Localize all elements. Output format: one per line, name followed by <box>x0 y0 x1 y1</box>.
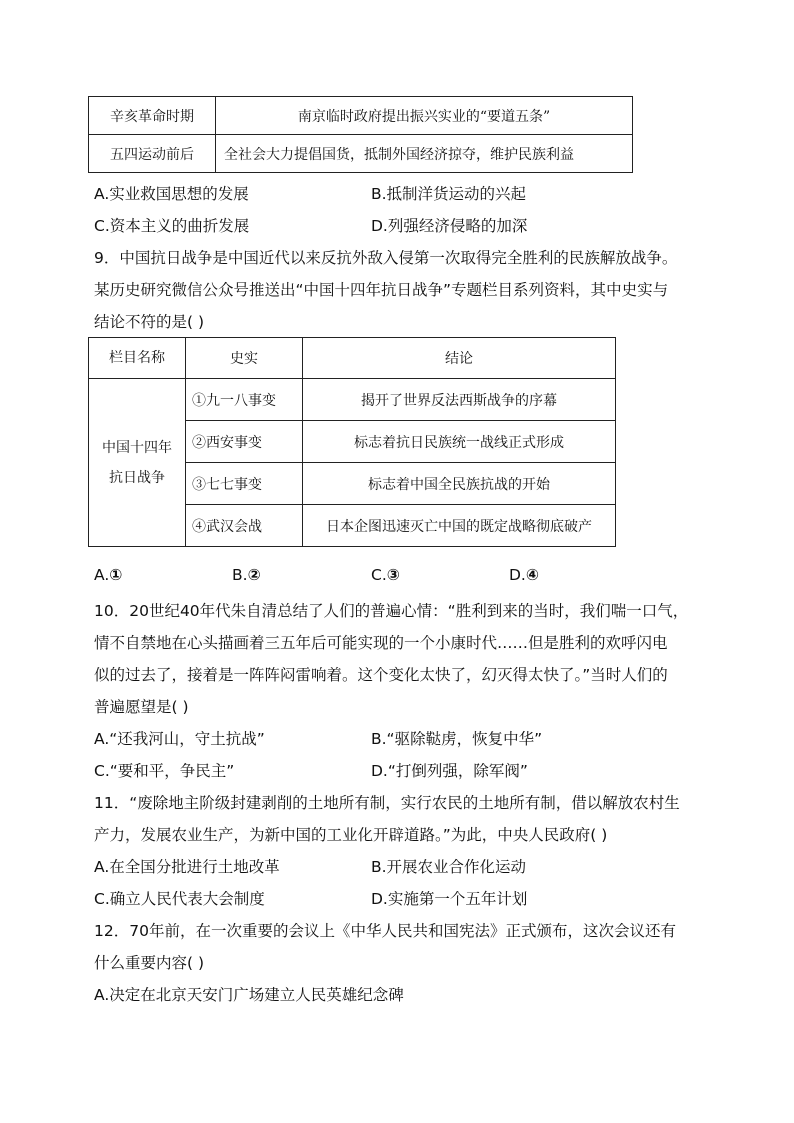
q11-line-1: 11．“废除地主阶级封建剥削的土地所有制，实行农民的土地所有制，借以解放农村生 <box>94 794 680 812</box>
q10-option-b: B.“驱除鞑虏，恢复中华” <box>371 730 543 748</box>
table-cell-conclusion: 标志着抗日民族统一战线正式形成 <box>303 421 616 463</box>
option-letter: B. <box>232 566 248 584</box>
table-header-fact: 史实 <box>186 338 303 379</box>
q10-option-c: C.“要和平，争民主” <box>94 762 235 780</box>
q10-option-d: D.“打倒列强，除军阀” <box>371 762 528 780</box>
table-cell-column-name <box>89 379 186 547</box>
option-mark: ③ <box>386 566 400 584</box>
q10-line-1: 10．20世纪40年代朱自清总结了人们的普遍心情：“胜利到来的当时，我们喘一口气， <box>94 602 689 620</box>
q10-line-2: 情不自禁地在心头描画着三五年后可能实现的一个小康时代……但是胜利的欢呼闪电 <box>94 634 668 652</box>
q10-line-3: 似的过去了，接着是一阵阵闷雷响着。这个变化太快了，幻灭得太快了。”当时人们的 <box>94 666 668 684</box>
table-cell-content: 南京临时政府提出振兴实业的“要道五条” <box>216 97 633 135</box>
table-cell-content: 全社会大力提倡国货，抵制外国经济掠夺，维护民族利益 <box>216 135 633 173</box>
q12-option-a: A.决定在北京天安门广场建立人民英雄纪念碑 <box>94 986 404 1004</box>
table-cell-conclusion: 标志着中国全民族抗战的开始 <box>303 463 616 505</box>
q8-option-c: C.资本主义的曲折发展 <box>94 217 250 235</box>
table-cell-fact: ①九一八事变 <box>186 379 303 421</box>
q9-line-3: 结论不符的是( ) <box>94 313 205 331</box>
table-row <box>89 135 633 173</box>
q11-line-2: 产力，发展农业生产，为新中国的工业化开辟道路。”为此，中央人民政府( ) <box>94 826 608 844</box>
option-mark: ④ <box>525 566 539 584</box>
history-table <box>88 96 633 173</box>
table-cell-period: 辛亥革命时期 <box>89 97 216 135</box>
table-cell-conclusion: 揭开了世界反法西斯战争的序幕 <box>303 379 616 421</box>
option-mark: ① <box>109 566 123 584</box>
q8-option-b: B.抵制洋货运动的兴起 <box>371 185 527 203</box>
q12-line-1: 12．70年前，在一次重要的会议上《中华人民共和国宪法》正式颁布，这次会议还有 <box>94 922 676 940</box>
q10-line-4: 普遍愿望是( ) <box>94 698 189 716</box>
table-cell-fact: ②西安事变 <box>186 421 303 463</box>
table-cell-fact: ④武汉会战 <box>186 505 303 547</box>
q12-line-2: 什么重要内容( ) <box>94 954 205 972</box>
q9-option-d <box>509 566 539 584</box>
table-row <box>89 379 616 421</box>
column-name-line-1: 中国十四年 <box>102 439 172 456</box>
table-header-row <box>89 338 616 379</box>
q11-option-b: B.开展农业合作化运动 <box>371 858 527 876</box>
q9-option-b <box>232 566 261 584</box>
table-row <box>89 97 633 135</box>
option-mark: ② <box>247 566 261 584</box>
table-cell-conclusion: 日本企图迅速灭亡中国的既定战略彻底破产 <box>303 505 616 547</box>
table-header-column-name: 栏目名称 <box>89 338 186 379</box>
q11-option-c: C.确立人民代表大会制度 <box>94 890 265 908</box>
q8-option-d: D.列强经济侵略的加深 <box>371 217 528 235</box>
table-cell-fact: ③七七事变 <box>186 463 303 505</box>
q11-option-a: A.在全国分批进行土地改革 <box>94 858 280 876</box>
option-letter: A. <box>94 566 110 584</box>
q9-line-2: 某历史研究微信公众号推送出“中国十四年抗日战争”专题栏目系列资料，其中史实与 <box>94 281 669 299</box>
table-cell-period: 五四运动前后 <box>89 135 216 173</box>
q11-option-d: D.实施第一个五年计划 <box>371 890 528 908</box>
q8-option-a: A.实业救国思想的发展 <box>94 185 249 203</box>
q9-line-1: 9．中国抗日战争是中国近代以来反抗外敌入侵第一次取得完全胜利的民族解放战争。 <box>94 249 678 267</box>
table-header-conclusion: 结论 <box>303 338 616 379</box>
q10-option-a: A.“还我河山，守土抗战” <box>94 730 265 748</box>
option-letter: D. <box>509 566 526 584</box>
q9-option-c <box>371 566 400 584</box>
column-name-line-2: 抗日战争 <box>109 469 165 486</box>
q9-option-a <box>94 566 122 584</box>
war-facts-table <box>88 337 616 547</box>
option-letter: C. <box>371 566 387 584</box>
